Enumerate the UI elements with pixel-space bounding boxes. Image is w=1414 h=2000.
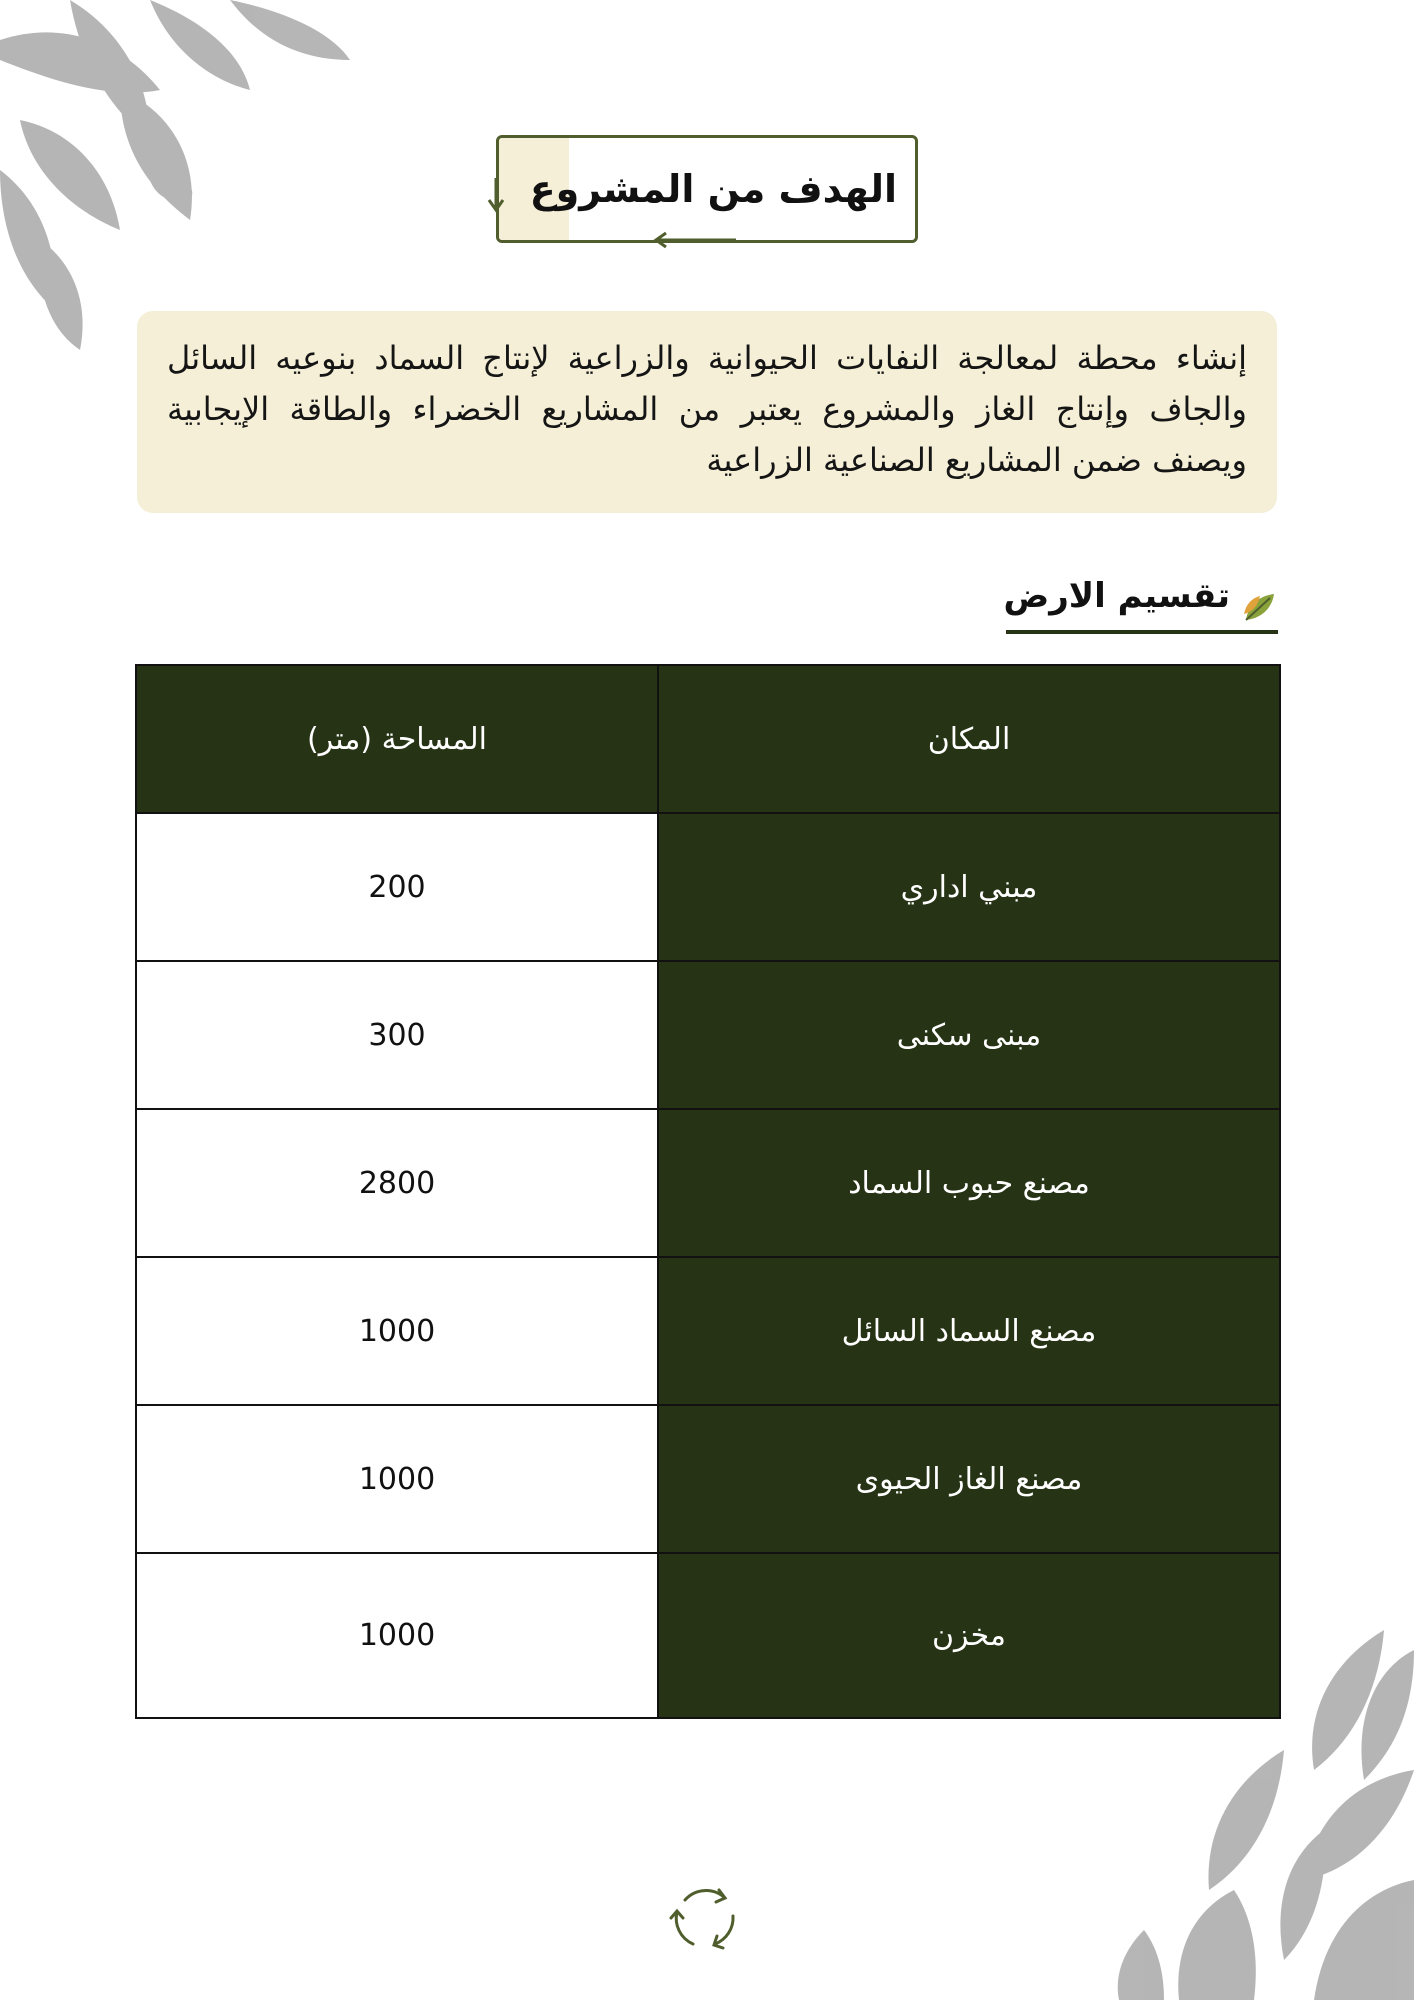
cell-area: 1000: [136, 1405, 658, 1553]
cell-place: مصنع حبوب السماد: [658, 1109, 1280, 1257]
table-row: [136, 1257, 1280, 1405]
title-box: [496, 135, 918, 243]
cell-area: 2800: [136, 1109, 658, 1257]
goal-panel: [137, 311, 1277, 513]
cell-place: مبنى سكنى: [658, 961, 1280, 1109]
cell-area: 1000: [136, 1553, 658, 1718]
cell-area: 300: [136, 961, 658, 1109]
section-title: تقسيم الارض: [1003, 576, 1230, 616]
table-row: [136, 813, 1280, 961]
leaf-shadow-decoration-top-left: [0, 0, 360, 360]
header-place: المكان: [658, 665, 1280, 813]
cell-place: مصنع الغاز الحيوى: [658, 1405, 1280, 1553]
table-header-row: [136, 665, 1280, 813]
page-title: الهدف من المشروع: [529, 167, 897, 211]
table-row: [136, 1553, 1280, 1718]
cell-place: مصنع السماد السائل: [658, 1257, 1280, 1405]
leaf-icon: [1240, 588, 1278, 626]
goal-text: إنشاء محطة لمعالجة النفايات الحيوانية والزراعية لإنتاج السماد بنوعيه السائل والجاف وإنتاج الغاز والمشروع يعتبر من المشاريع الخضراء والطاقة الإيجابية ويصنف ضمن المشاريع الصناعية الزراعية: [167, 339, 1247, 479]
land-division-table: [135, 664, 1281, 1719]
section-heading: [1003, 572, 1278, 634]
table-row: [136, 961, 1280, 1109]
cell-area: 1000: [136, 1257, 658, 1405]
table-row: [136, 1109, 1280, 1257]
header-area: المساحة (متر): [136, 665, 658, 813]
recycle-icon: [667, 1880, 743, 1956]
cell-place: مبني اداري: [658, 813, 1280, 961]
cell-area: 200: [136, 813, 658, 961]
table-row: [136, 1405, 1280, 1553]
cell-place: مخزن: [658, 1553, 1280, 1718]
